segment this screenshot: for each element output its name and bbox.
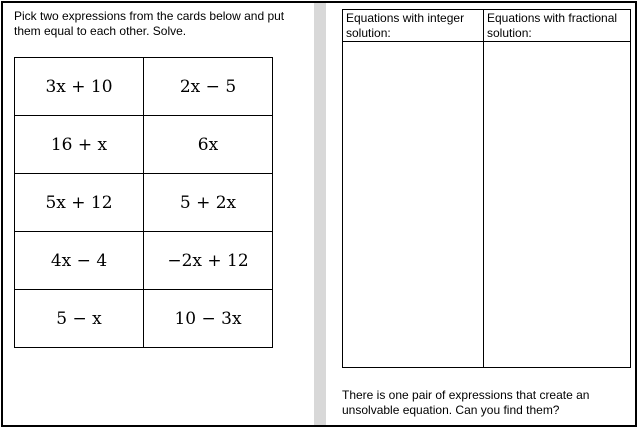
expression-card[interactable]: 2x − 5 [144,58,273,116]
solution-table-header [343,10,631,42]
solution-table-body [343,42,631,368]
expression-card[interactable]: 5 + 2x [144,174,273,232]
expression-card[interactable]: 3x + 10 [15,58,144,116]
integer-solution-header: Equations with integer solution: [343,10,484,42]
fractional-solution-header: Equations with fractional solution: [484,10,631,42]
card-row [15,116,273,174]
expression-card[interactable]: 4x − 4 [15,232,144,290]
instruction-text: Pick two expressions from the cards below and put them equal to each other. Solve. [14,9,285,38]
expression-card[interactable]: 5 − x [15,290,144,348]
solution-table [342,9,631,368]
card-row [15,232,273,290]
page-divider [314,3,326,425]
expression-card[interactable]: −2x + 12 [144,232,273,290]
card-row [15,290,273,348]
expression-card[interactable]: 16 + x [15,116,144,174]
worksheet-frame [1,1,637,427]
fractional-solution-cell[interactable] [484,42,631,368]
expression-card[interactable]: 6x [144,116,273,174]
expression-cards-grid [14,57,273,348]
integer-solution-cell[interactable] [343,42,484,368]
card-row [15,58,273,116]
expression-card[interactable]: 10 − 3x [144,290,273,348]
expression-card[interactable]: 5x + 12 [15,174,144,232]
unsolvable-note: There is one pair of expressions that create an unsolvable equation. Can you find them? [342,388,590,417]
card-row [15,174,273,232]
